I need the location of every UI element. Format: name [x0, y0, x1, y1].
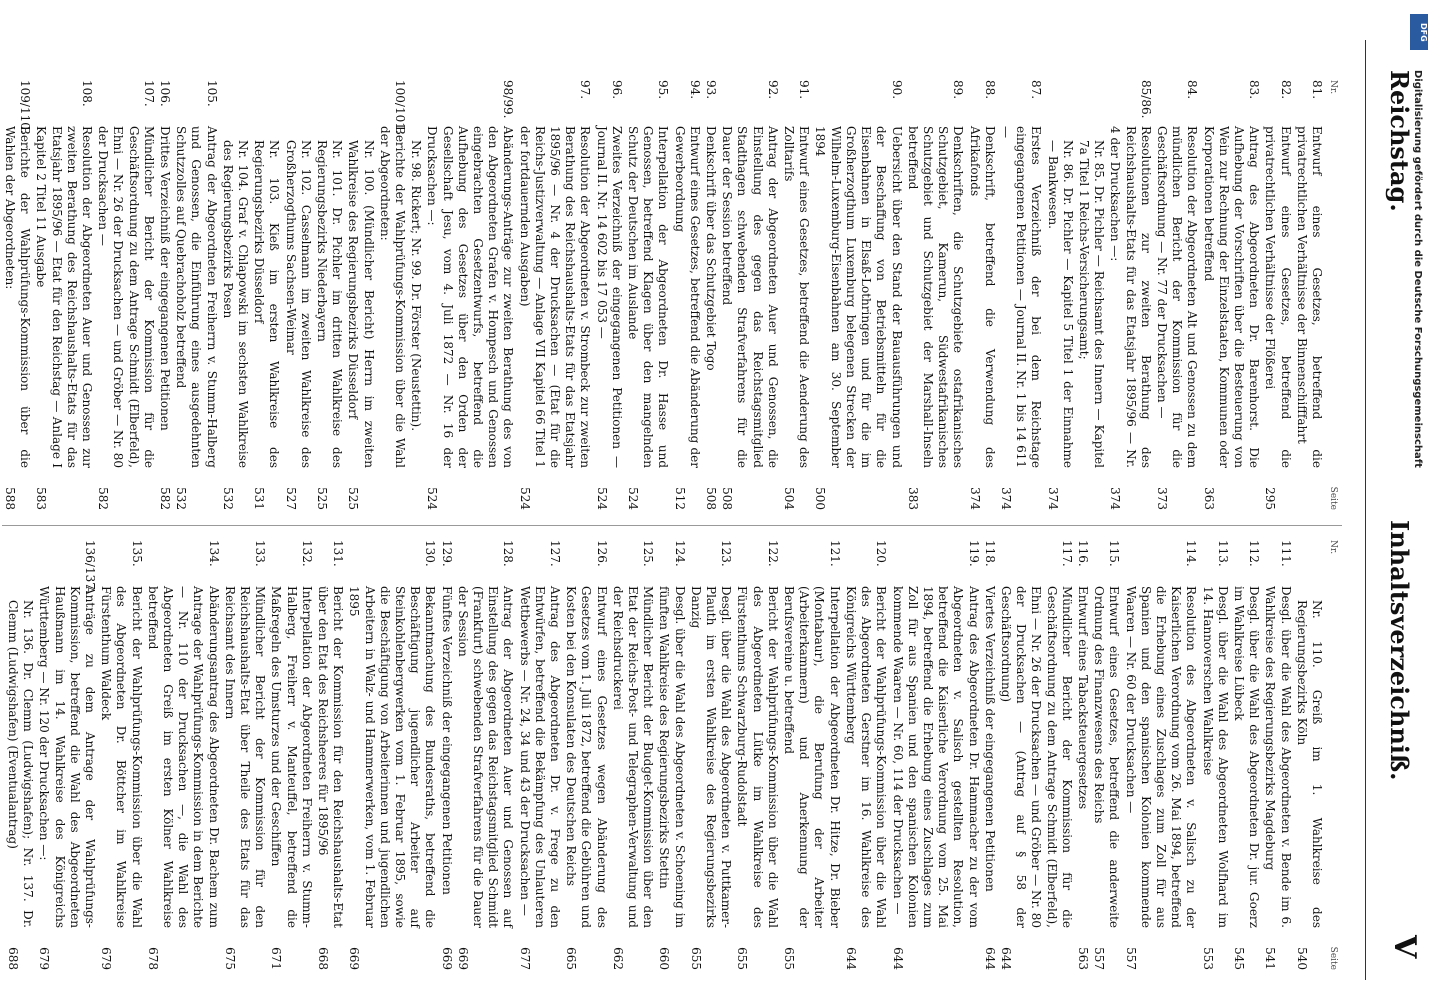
entry-title: Erstes Verzeichniß der bei dem Reichstage eingegangenen Petitionen — Journal II. Nr. 1 bis 14 611 —: [998, 126, 1044, 468]
entry-title: Zweites Verzeichniß der eingegangenen Petitionen — Journal II. Nr. 14 602 bis 17 053 —: [594, 126, 624, 468]
toc-entry: [998, 80, 1044, 510]
entry-number: 91.: [797, 80, 812, 100]
toc-entry: [33, 80, 94, 510]
entry-number: 98/99.: [501, 80, 516, 119]
entry-title: Abänderungsantrag des Abgeordneten Dr. Bachem zum Antrage der Wahlprüfungs-Kommission in dem Berichte — Nr. 110 der Drucksachen —, die Wahl des Abgeordneten Greiß im ersten Kölner Wahlkreise betreffend: [145, 586, 221, 928]
entry-number: 105.: [204, 80, 219, 107]
dfg-logo: DFG: [1410, 14, 1428, 50]
toc-entry: [688, 540, 734, 970]
toc-entry: [1231, 540, 1261, 970]
toc-entry: [282, 80, 312, 510]
right-column: [4, 540, 1340, 970]
entry-page: 373: [1154, 487, 1169, 510]
entry-title: Nr. 100. (Mündlicher Bericht) Herrn im zweiten Wahlkreise des Regierungsbezirks Düsseldorf: [346, 140, 376, 468]
toc-entry: [220, 80, 250, 510]
toc-entry: [1199, 540, 1229, 970]
entry-title: Antrag des Abgeordneten Dr. v. Frege zu den Entwürfen, betreffend die Bekämpfung des Unlauteren Wettbewerbs — Nr. 24, 34 und 43 der Drucksachen —: [517, 586, 563, 928]
entry-number: 109/110.: [18, 80, 33, 134]
toc-entry: [656, 540, 686, 970]
entry-number: [282, 94, 312, 140]
entry-title: Desgl. über die Wahl des Abgeordneten Wolfhard im 14. Hannoverschen Wahlkreise: [1200, 586, 1230, 928]
toc-entry: [516, 540, 562, 970]
entry-number: 90.: [889, 80, 904, 100]
entry-number: [5, 554, 35, 600]
entry-number: 119.: [966, 540, 981, 567]
toc-entry: [905, 80, 966, 510]
entry-number: 134.: [206, 540, 221, 567]
entry-title: Nr. 102. Casselmann im zweiten Wahlkreise des Großherzogthums Sachsen-Weimar: [283, 140, 313, 468]
entry-number: 83.: [1247, 80, 1262, 100]
toc-entry: [982, 540, 997, 970]
entry-title: Nr. 101. Dr. Pichler im dritten Wahlkreise des Regierungsbezirks Niederbayern: [315, 140, 345, 468]
toc-entry: [1200, 80, 1261, 510]
entry-number: 120.: [874, 540, 889, 567]
entry-number: 133.: [253, 540, 268, 567]
entry-page: 660: [657, 947, 672, 970]
toc-entry: [610, 540, 656, 970]
entry-number: [1294, 554, 1324, 600]
toc-entry: [438, 540, 453, 970]
entry-number: 100/101.: [393, 80, 408, 134]
entry-title: Desgl. über die Wahl des Abgeordneten v. Puttkamer-Plauth im ersten Wahlkreise des Regierungsbezirks Danzig: [688, 586, 734, 928]
entry-page: 655: [688, 947, 703, 970]
toc-entry: [889, 540, 980, 970]
entry-title: Anträge zu dem Antrage der Wahlprüfungs-Kommission, betreffend die Wahl des Abgeordneten Haußmann im 14. Wahlkreise des Königreichs Württemberg — Nr. 120 der Drucksachen —:: [37, 586, 97, 928]
entry-number: [0, 94, 1, 140]
toc-entry: [703, 80, 718, 510]
entry-title: Antrag des Abgeordneten Dr. Hammacher zu der vom Abgeordneten v. Salisch gestellten Resolution, betreffend die Kaiserliche Verordnung vom 25. Mai 1894, betreffend die Erhebung eines Zuschlages zum Zoll für aus Spanien und den spanischen Kolonien kommende Waaren — Nr. 60, 114 der Drucksachen —: [890, 586, 981, 928]
entry-number: 106.: [157, 80, 172, 107]
entry-title: Entwurf eines Gesetzes, betreffend die privatrechtlichen Verhältnisse der Binnenschifffahrt: [1294, 126, 1324, 468]
entry-number: 97.: [578, 80, 593, 100]
entry-title: Fünftes Verzeichniß der eingegangenen Petitionen: [439, 586, 454, 895]
entry-title: Desgl. über die Wahl des Abgeordneten Dr. jur. Goerz im Wahlkreise Lübeck: [1231, 586, 1262, 928]
entry-page: 644: [998, 947, 1013, 970]
entry-number: 89.: [951, 80, 966, 100]
entry-number: 111.: [1278, 540, 1293, 567]
entry-page: 525: [346, 487, 361, 510]
entry-page: 644: [843, 947, 858, 970]
entry-page: 669: [455, 947, 470, 970]
header-roman-page-number: V: [1387, 935, 1422, 959]
entry-title: Antrag des Abgeordneten Dr. Barenhorst. Die Aufhebung der Vorschriften über die Besteuerung von Wein zur Rechnung der Einzelstaaten, Kommunen oder Korporationen betreffend: [1201, 126, 1262, 468]
entry-page: 532: [220, 487, 235, 510]
header-center-title: Inhaltsverzeichniß.: [1385, 520, 1414, 781]
toc-entry: [719, 80, 780, 510]
entry-number: 92.: [765, 80, 780, 100]
entry-title: Nr. 98. Rickert; Nr. 99. Dr. Förster (Neustettin).: [409, 140, 424, 432]
left-seite-label: Seite: [1328, 486, 1338, 510]
entry-title: Entwurf eines Gesetzes, betreffend die privatrechtlichen Verhältnisse der Flößerei: [1263, 126, 1293, 468]
entry-number: [314, 94, 344, 140]
entry-title: Resolutionen zur zweiten Berathung des Reichshaushalts-Etats für das Etatsjahr 1895/96 — Nr. 4 der Drucksachen —:: [1108, 126, 1153, 468]
entry-number: 130.: [423, 540, 438, 567]
toc-entry: [1044, 80, 1074, 510]
entry-number: 88.: [982, 80, 997, 100]
left-column-head: [1324, 80, 1340, 510]
toc-entry: [424, 80, 515, 510]
left-entries: [0, 80, 1324, 510]
entry-number: 93.: [704, 80, 719, 100]
entry-number: [1044, 94, 1074, 140]
entry-page: 524: [425, 487, 440, 510]
toc-entry: [408, 80, 423, 510]
entry-number: [1076, 94, 1106, 140]
entry-title: Resolution der Abgeordneten v. Strombeck zur zweiten Berathung des Reichshaushalts-Etats für das Etatsjahr 1895/96 — Nr. 4 der Drucksachen — (Etat für die Reichs-Justizverwaltung — Anlage VII Kapitel 66 Titel 1 der fortdauernden Ausgaben): [517, 126, 593, 468]
toc-entry: [145, 540, 221, 970]
toc-entry: [1262, 80, 1292, 510]
entry-page: 374: [1045, 487, 1060, 510]
entry-page: 669: [347, 947, 362, 970]
entry-page: 508: [704, 487, 719, 510]
entry-page: 688: [5, 947, 20, 970]
toc-entry: [1076, 80, 1106, 510]
entry-title: Interpellation der Abgeordneten Dr. Hasse und Genossen, betreffend Klagen über den mangelnden Schutz der Deutschen im Auslande: [626, 126, 671, 468]
entry-page: 669: [439, 947, 454, 970]
entry-number: [345, 94, 375, 140]
entry-title: Denkschrift, betreffend die Verwendung des Afrikafonds: [967, 126, 997, 468]
entry-number: [408, 94, 423, 140]
entry-page: 540: [1294, 947, 1309, 970]
entry-number: 95.: [656, 80, 671, 100]
entry-page: 665: [564, 947, 579, 970]
entry-page: 679: [99, 947, 114, 970]
entry-number: 107.: [141, 80, 156, 107]
entry-title: Mündlicher Bericht der Kommission für die Geschäftsordnung zu dem Antrage Schmidt (Elberfeld), Ehni — Nr. 26 der Drucksachen — und Gröber — Nr. 80 der Drucksachen —: [96, 126, 156, 468]
toc-entry: [516, 80, 592, 510]
toc-entry: [98, 540, 144, 970]
entry-title: Nr. 110. Greiß im 1. Wahlkreise des Regierungsbezirks Köln: [1294, 600, 1324, 928]
entry-number: 118.: [982, 540, 997, 567]
entry-number: 124.: [672, 540, 687, 567]
toc-entry: [314, 80, 344, 510]
entry-number: 132.: [299, 540, 314, 567]
entry-number: 84.: [1185, 80, 1200, 100]
toc-entry: [2, 80, 32, 510]
entry-title: Viertes Verzeichniß der eingegangenen Petitionen: [982, 586, 997, 892]
entry-page: 374: [1108, 487, 1123, 510]
entry-title: Mündlicher Bericht der Kommission für den Reichshaushalts-Etat über Theile des Etats für das Reichsamt des Innern: [222, 586, 268, 928]
toc-entry: [1294, 540, 1324, 970]
entry-title: Nr. 103. Kieß im ersten Wahlkreise des Regierungsbezirks Düsseldorf: [252, 140, 282, 468]
entry-title: [0, 140, 1, 476]
entry-number: 85/86.: [1138, 80, 1153, 119]
entry-number: 135.: [129, 540, 144, 567]
toc-entry: [1122, 540, 1198, 970]
toc-entry: [781, 80, 811, 510]
entry-number: 114.: [1184, 540, 1199, 567]
entry-number: 113.: [1215, 540, 1230, 567]
entry-page: 545: [1231, 947, 1246, 970]
entry-title: Interpellation der Abgeordneten Freiherrn v. Stumm-Halberg, Freiherr v. Manteuffel, betreffend die Maßregeln des Umsturzes und der Geschiffen: [269, 586, 314, 928]
entry-title: Denkschriften, die Schutzgebiete ostafrikanisches Schutzgebiet, Kamerun, Südwestafrikanisches Schutzgebiet und Schutzgebiet der Marshall-Inseln betreffend: [905, 126, 966, 468]
entry-number: 112.: [1247, 540, 1262, 567]
entry-page: 527: [283, 487, 298, 510]
entry-title: Antrag der Abgeordneten Auer und Genossen auf Einstellung des gegen das Reichstagsmitglied Schmidt (Frankfurt) schwebenden Strafverfahrens für die Dauer der Session: [455, 586, 516, 928]
entry-page: 582: [157, 487, 172, 510]
right-seite-label: Seite: [1328, 946, 1338, 970]
entry-number: 81.: [1310, 80, 1324, 100]
entry-page: 508: [720, 487, 735, 510]
entry-title: Entwurf eines Gesetzes, betreffend die Abänderung der Gewerbeordnung: [672, 126, 702, 468]
entry-page: 675: [222, 947, 237, 970]
entry-number: 96.: [609, 80, 624, 100]
entry-number: 125.: [641, 540, 656, 567]
toc-entry: [1262, 540, 1292, 970]
entry-title: Antrag der Abgeordneten Freiherrn v. Stumm-Halberg und Genossen, die Einführung eines ausgedehnten Schutzzolles auf Quebrachoholz betreffend: [174, 126, 219, 468]
entry-title: Mündlicher Bericht der Budget-Kommission über den Etat der Reichs-Post- und Telegraphen-Verwaltung und der Reichsdruckerei: [610, 586, 656, 928]
entry-page: 582: [96, 487, 111, 510]
entry-number: 136/137.: [82, 540, 97, 594]
entry-page: 671: [269, 947, 284, 970]
entry-page: 563: [1075, 947, 1090, 970]
entry-page: 532: [174, 487, 189, 510]
toc-entry: [157, 80, 172, 510]
entry-title: Nr. 85. Dr. Pichler — Reichsamt des Innern — Kapitel 7a Titel 1 Reichs-Versicherungsamt;: [1076, 140, 1107, 468]
entry-page: 374: [998, 487, 1013, 510]
entry-page: 583: [34, 487, 49, 510]
toc-entry: [671, 80, 701, 510]
entry-title: Desgl. über die Wahl des Abgeordneten v. Bende im 6. Wahlkreise des Regierungsbezirks Magdeburg: [1263, 586, 1293, 928]
toc-entry: [455, 540, 516, 970]
entry-page: 644: [982, 947, 997, 970]
entry-page: 557: [1123, 947, 1138, 970]
toc-entry: [625, 80, 671, 510]
entry-page: 668: [316, 947, 330, 970]
entry-page: 677: [517, 947, 532, 970]
entry-number: 94.: [687, 80, 702, 100]
entry-number: 108.: [79, 80, 94, 107]
digitization-footer: [1408, 10, 1432, 990]
entry-title: Bericht der Wahlprüfungs-Kommission über die Wahl des Abgeordneten Gerstner im 16. Wahlkreise des Königreichs Württemberg: [843, 586, 889, 928]
entry-page: 655: [782, 947, 797, 970]
toc-entry: [563, 540, 609, 970]
entry-title: Berichte der Wahlprüfungs-Kommission über die Wahl der Abgeordneten:: [377, 126, 408, 468]
toc-entry: [843, 540, 889, 970]
entry-number: 82.: [1278, 80, 1293, 100]
toc-entry: [95, 80, 156, 510]
entry-number: 126.: [594, 540, 609, 567]
toc-entry: [36, 540, 97, 970]
entry-page: 655: [735, 947, 750, 970]
entry-page: 644: [890, 947, 905, 970]
entry-page: 679: [37, 947, 52, 970]
entry-title: Entwurf eines Gesetzes, betreffend die Aenderung des Zolltarifs: [782, 126, 812, 468]
entry-title: Abänderungs-Anträge zur zweiten Berathung des von den Abgeordneten Grafen v. Hompesch und Genossen eingebrachten Gesetzentwurfs, betreffend die Aufhebung des Gesetzes über den Orden der Gesellschaft Jesu, vom 4. Juli 1872 — Nr. 16 der Drucksachen —:: [425, 126, 516, 468]
entry-title: Entwurf eines Gesetzes, betreffend die anderweite Ordnung des Finanzwesens des Reichs: [1092, 586, 1122, 928]
toc-entry: [5, 540, 35, 970]
entry-number: 128.: [501, 540, 516, 567]
toc-entry: [377, 80, 407, 510]
toc-entry: [1107, 80, 1153, 510]
toc-entry: [1154, 80, 1200, 510]
entry-title: Nr. 104. Graf v. Chlapowski im sechsten Wahlkreise des Regierungsbezirks Posen: [220, 140, 250, 468]
entry-page: 557: [1092, 947, 1107, 970]
entry-title: Nr. 86. Dr. Pichler — Kapitel 5 Titel 1 der Einnahme — Bankwesen.: [1045, 140, 1075, 468]
entry-page: 374: [967, 487, 982, 510]
entry-page: 500: [813, 487, 828, 510]
toc-entry: [812, 80, 903, 510]
header-rule: [1365, 40, 1366, 980]
entry-number: [251, 94, 281, 140]
toc-entry: [1091, 540, 1121, 970]
toc-entry: [998, 540, 1074, 970]
entry-page: 295: [1263, 487, 1278, 510]
entry-page: 588: [2, 487, 17, 510]
left-column: [0, 80, 1340, 510]
entry-number: 115.: [1107, 540, 1122, 567]
right-nr-label: Nr.: [1328, 540, 1338, 555]
entry-title: Drittes Verzeichniß der eingegangenen Petitionen: [157, 126, 172, 431]
digitization-notice: Digitalisierung gefördert durch die Deutsche Forschungsgemeinschaft: [1412, 70, 1423, 468]
entry-number: 122.: [765, 540, 780, 567]
entry-title: Berichte der Wahlprüfungs-Kommission über die Wahlen der Abgeordneten:: [2, 126, 33, 468]
entry-number: 123.: [719, 540, 734, 567]
toc-entry: [173, 80, 219, 510]
right-entries: [5, 540, 1324, 970]
entry-number: 127.: [548, 540, 563, 567]
entry-number: 117.: [1059, 540, 1074, 567]
right-column-head: [1324, 540, 1340, 970]
entry-title: Resolution der Abgeordneten Auer und Genossen zur zweiten Berathung des Reichshaushalts-Etats für das Etatsjahr 1895/96 — Etat für den Reichstag — Anlage I Kapitel 2 Titel 11 Ausgabe: [34, 126, 94, 468]
entry-title: Desgl. über die Wahl des Abgeordneten v. Schoening im fünften Wahlkreise des Regierungsbezirks Stettin: [657, 586, 687, 928]
entry-title: Nr. 136. Dr. Clemm (Ludwigshafen); Nr. 137. Dr. Clemm (Ludwigshafen) (Eventualantrag): [5, 600, 36, 928]
entry-page: 531: [252, 487, 267, 510]
toc-entry: [781, 540, 842, 970]
entry-number: 129.: [439, 540, 454, 567]
column-divider: [2, 525, 1342, 526]
entry-page: 363: [1201, 487, 1216, 510]
entry-title: Denkschrift über das Schutzgebiet Togo: [704, 126, 719, 371]
toc-entry: [251, 80, 281, 510]
entry-title: Resolution der Abgeordneten Alt und Genossen zu dem mündlichen Bericht der Kommission für die Geschäftsordnung — Nr. 77 der Drucksachen —: [1154, 126, 1200, 468]
entry-page: 525: [315, 487, 329, 510]
entry-page: 512: [672, 487, 687, 510]
toc-entry: [734, 540, 780, 970]
entry-number: [220, 94, 250, 140]
toc-entry: [0, 80, 1, 510]
entry-page: 662: [610, 947, 625, 970]
entry-title: Bericht der Wahlprüfungs-Kommission über die Wahl des Abgeordneten Lütke im Wahlkreise des Fürstenthums Schwarzburg-Rudolstadt: [735, 586, 780, 928]
toc-entry: [268, 540, 314, 970]
entry-title: Antrag der Abgeordneten Auer und Genossen, die Einstellung des gegen das Reichstagsmitglied Stadthagen schwebenden Strafverfahrens für die Dauer der Session betreffend: [720, 126, 780, 468]
entry-number: 116.: [1075, 540, 1090, 567]
entry-page: 524: [594, 487, 609, 510]
entry-page: 524: [517, 487, 532, 510]
entry-title: Bekanntmachung des Bundesraths, betreffend die Beschäftigung jugendlicher Arbeiter auf Steinkohlenbergwerken vom 1. Februar 1895, sowie die Beschäftigung von Arbeiterinnen und jugendlichen Arbeitern in Walz- und Hammerwerken, vom 1. Februar 1895: [347, 586, 438, 928]
entry-title: Uebersicht über den Stand der Bauausführungen und der Beschaffung von Betriebsmitteln für die Eisenbahnen in Elsaß-Lothringen und für die im Großherzogthum Luxemburg belegenen Strecken der Wilhelm-Luxemburg-Eisenbahnen am 30. September 1894: [813, 126, 904, 468]
toc-entry: [222, 540, 268, 970]
entry-title: Entwurf eines Gesetzes wegen Abänderung des Gesetzes vom 1. Juli 1872, betreffend die Gebühren und Kosten bei den Konsulaten des Deutschen Reichs: [564, 586, 609, 928]
entry-title: Entwurf eines Tabacksteuergesetzes: [1075, 586, 1090, 810]
toc-entry: [593, 80, 623, 510]
toc-entry: [1075, 540, 1090, 970]
entry-page: 678: [145, 947, 160, 970]
toc-entry: [315, 540, 345, 970]
toc-entry: [345, 80, 375, 510]
left-nr-label: Nr.: [1328, 80, 1338, 95]
entry-number: 131.: [331, 540, 346, 567]
entry-title: Bericht der Wahlprüfungs-Kommission über die Wahl des Abgeordneten Dr. Böttcher im Wahlkreise Fürstenthum Waldeck: [99, 586, 144, 928]
entry-title: Interpellation der Abgeordneten Dr. Hitze, Dr. Bieber (Montabaur), die Berufung der Arbeiter (Arbeiterkammern) und Anerkennung der Berufsvereine u. betreffend: [782, 586, 842, 928]
entry-page: 553: [1200, 947, 1215, 970]
entry-title: Mündlicher Bericht der Kommission für die Geschäftsordnung zu dem Antrage Schmidt (Elberfeld), Ehni — Nr. 26 der Drucksachen — und Gröber — Nr. 80 der Drucksachen — (Antrag auf § 58 der Geschäftsordnung): [998, 586, 1074, 928]
entry-title: Bericht der Kommission für den Reichshaushalts-Etat über den Etat des Reichsheeres für 1895/96: [316, 586, 346, 928]
header-left-title: Reichstag.: [1385, 70, 1414, 212]
entry-page: 524: [626, 487, 641, 510]
entry-number: 87.: [1029, 80, 1044, 100]
entry-number: 121.: [827, 540, 842, 567]
entry-title: Resolution des Abgeordneten v. Salisch zu der Kaiserlichen Verordnung vom 26. Mai 1894, betreffend die Erhebung eines Zuschlages zum Zoll für aus Spanien und den spanischen Kolonien kommende Waaren — Nr. 60 der Drucksachen —: [1123, 586, 1199, 928]
toc-entry: [346, 540, 437, 970]
entry-page: 541: [1263, 947, 1278, 970]
entry-page: 383: [905, 487, 920, 510]
toc-entry: [966, 80, 996, 510]
toc-entry: [1294, 80, 1324, 510]
entry-page: 504: [782, 487, 797, 510]
